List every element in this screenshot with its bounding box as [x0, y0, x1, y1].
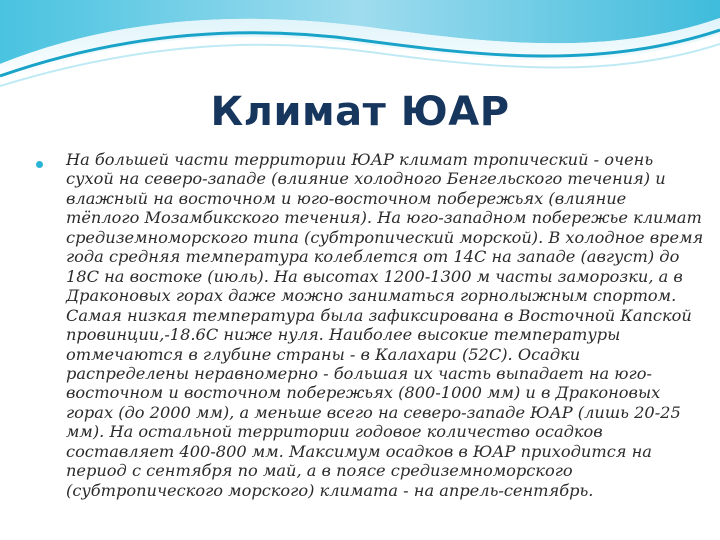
slide-title: Климат ЮАР [210, 89, 510, 135]
bullet-icon [36, 161, 43, 168]
content-area [36, 150, 704, 500]
climate-paragraph: На большей части территории ЮАР климат тропический - очень сухой на северо-западе (влияние холодного Бенгельского течения) и влажный на восточном и юго-восточном побережьях (влияние тёплого Мозамбикского течения). На юго-западном побережье климат средиземноморского типа (субтропический морской). В холодное время года средняя температура колеблется от 14С на западе (август) до 18С на востоке (июль). На высотах 1200-1300 м часты заморозки, а в Драконовых горах даже можно заниматься горнолыжным спортом. Самая низкая температура была зафиксирована в Восточной Капской провинции,-18.6С ниже нуля. Наиболее высокие температуры отмечаются в глубине страны - в Калахари (52С). Осадки распределены неравномерно - большая их часть выпадает на юго-восточном и восточном побережьях (800-1000 мм) и в Драконовых горах (до 2000 мм), а меньше всего на северо-западе ЮАР (лишь 20-25 мм). На остальной территории годовое количество осадков составляет 400-800 мм. Максимум осадков в ЮАР приходится на период с сентября по май, а в поясе средиземноморского (субтропического морского) климата - на апрель-сентябрь. [66, 150, 704, 500]
